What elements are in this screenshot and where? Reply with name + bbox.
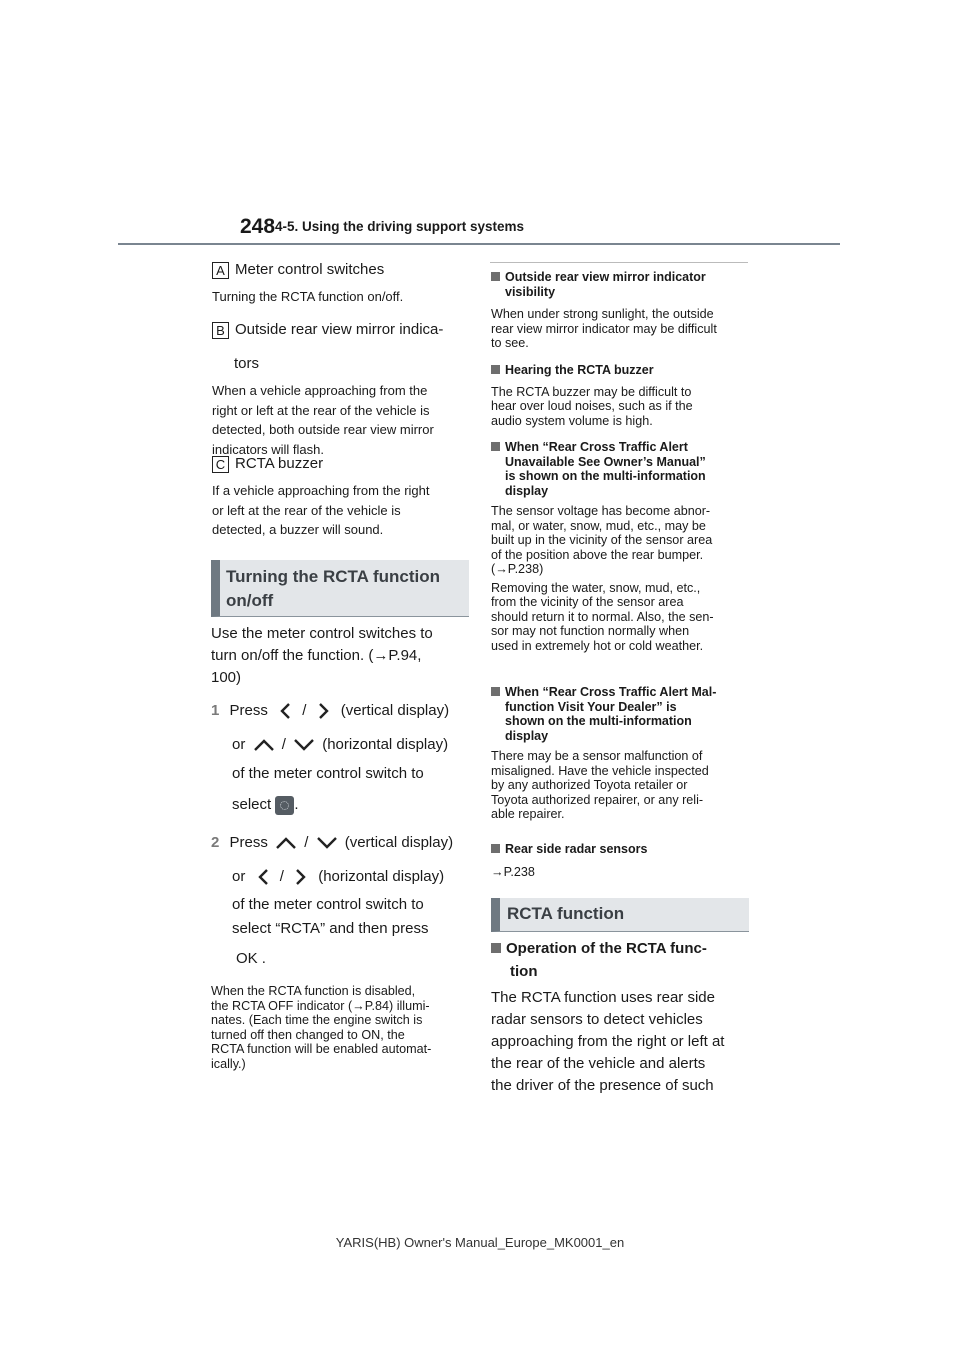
note-text: sor may not function normally when (491, 624, 690, 638)
item-c (212, 453, 472, 540)
body-line: the rear of the vehicle and alerts (491, 1055, 706, 1072)
note-text: by any authorized Toyota retailer or (491, 778, 688, 792)
step-text: (vertical display) (340, 702, 450, 719)
heading-rcta-function (491, 898, 749, 932)
chevron-right-icon (290, 868, 312, 886)
step-text: Press (229, 702, 268, 719)
item-b (212, 319, 472, 459)
body-line: approaching from the right or left at (491, 1033, 725, 1050)
step-text: or (232, 736, 246, 753)
chevron-left-icon (274, 702, 296, 720)
heading-line: Turning the RCTA function (226, 567, 441, 586)
note-radar-sensors (491, 842, 753, 879)
note-text: built up in the vicinity of the sensor area (491, 533, 713, 547)
item-c-desc-line: detected, a buzzer will sound. (212, 522, 384, 537)
sub-head: When “Rear Cross Traffic Alert (505, 440, 688, 454)
note-line: turned off then changed to ON, the (211, 1027, 405, 1042)
note-text: should return it to normal. Also, the sen- (491, 609, 714, 624)
slash: / (304, 834, 309, 851)
header-divider (118, 243, 840, 245)
item-b-desc-line: right or left at the rear of the vehicle is (212, 402, 430, 418)
page-number: 248 (240, 215, 276, 238)
note-text: from the vicinity of the sensor area (491, 595, 684, 609)
step-text: . (294, 796, 299, 813)
step-2 (211, 832, 471, 970)
square-bullet-icon (491, 442, 500, 451)
note-text: hear over loud noises, such as if the (491, 399, 693, 413)
square-bullet-icon (491, 687, 500, 696)
page-reference: →P.238 (491, 864, 535, 879)
sub-head: is shown on the multi-information (505, 469, 706, 483)
note-text: able repairer. (491, 807, 565, 821)
step-text: or (232, 868, 246, 885)
step-text: . (261, 950, 266, 967)
note-text: The RCTA buzzer may be difficult to (491, 384, 692, 399)
note-text: rear view mirror indicator may be difficult (491, 321, 717, 336)
item-c-title: RCTA buzzer (235, 455, 324, 472)
item-b-title-1: Outside rear view mirror indica- (235, 321, 444, 338)
step-text: (horizontal display) (318, 868, 445, 885)
item-b-title-2: tors (234, 355, 260, 372)
footer-manual-id: YARIS(HB) Owner's Manual_Europe_MK0001_en (335, 1235, 625, 1250)
chevron-left-icon (252, 868, 274, 886)
item-a-desc: Turning the RCTA function on/off. (212, 289, 404, 304)
note-text: The sensor voltage has become abnor- (491, 504, 711, 518)
item-b-desc-line: detected, both outside rear view mirror (212, 422, 434, 437)
item-c-desc-line: or left at the rear of the vehicle is (212, 502, 401, 518)
sub-head: visibility (505, 284, 556, 299)
square-bullet-icon (491, 844, 500, 853)
note-text: Removing the water, snow, mud, etc., (491, 580, 701, 595)
note-line: nates. (Each time the engine switch is (211, 1013, 423, 1027)
label-b: B (212, 322, 229, 339)
step-note (211, 984, 473, 1071)
note-line: the RCTA OFF indicator (→P.84) illumi- (211, 998, 430, 1013)
note-text: used in extremely hot or cold weather. (491, 638, 704, 653)
sub-head: Rear side radar sensors (505, 842, 648, 856)
intro-paragraph (211, 623, 471, 689)
chevron-up-icon (252, 737, 276, 753)
slash: / (281, 736, 286, 753)
sub-head: Hearing the RCTA buzzer (505, 363, 654, 377)
note-text: There may be a sensor malfunction of (491, 749, 703, 763)
step-text: of the meter control switch to (232, 765, 424, 782)
square-bullet-icon (491, 272, 500, 281)
label-a: A (212, 262, 229, 279)
heading-text: RCTA function (507, 904, 625, 923)
sub-head: function Visit Your Dealer” is (505, 699, 677, 714)
sub-head: Operation of the RCTA func- (506, 940, 707, 957)
note-text: of the position above the rear bumper. (491, 547, 704, 562)
item-b-desc-line: When a vehicle approaching from the (212, 383, 428, 398)
sub-head: Outside rear view mirror indicator (505, 270, 706, 284)
step-number: 2 (211, 834, 220, 851)
note-line: ically.) (211, 1056, 246, 1071)
right-top-rule (490, 262, 748, 263)
note-text: Toyota authorized repairer, or any reli- (491, 792, 704, 807)
note-mirror-visibility (491, 270, 753, 351)
ok-button-glyph: OK (236, 950, 258, 967)
slash: / (279, 868, 284, 885)
intro-line: 100) (211, 669, 242, 686)
note-text: (→P.238) (491, 562, 544, 576)
note-text: When under strong sunlight, the outside (491, 307, 714, 321)
sub-head: shown on the multi-information (505, 714, 692, 728)
step-text: (vertical display) (344, 834, 454, 851)
square-bullet-icon (491, 943, 501, 953)
item-b-desc-line: indicators will flash. (212, 441, 324, 457)
item-a-title: Meter control switches (235, 261, 385, 278)
note-text: misaligned. Have the vehicle inspected (491, 763, 709, 778)
note-text: audio system volume is high. (491, 413, 653, 428)
sub-head: tion (510, 963, 538, 980)
step-text: select (232, 796, 272, 813)
sub-head: Unavailable See Owner’s Manual” (505, 454, 706, 469)
slash: / (302, 702, 307, 719)
note-hearing-buzzer (491, 363, 753, 428)
step-text: of the meter control switch to (232, 896, 424, 913)
sub-head: display (505, 728, 549, 743)
operation-section (491, 938, 753, 1097)
note-malfunction (491, 685, 753, 822)
step-1 (211, 700, 471, 816)
note-unavailable (491, 440, 753, 653)
body-line: radar sensors to detect vehicles (491, 1011, 703, 1028)
note-text: to see. (491, 336, 529, 350)
settings-gear-icon (275, 796, 294, 815)
chevron-down-icon (292, 737, 316, 753)
sub-head: When “Rear Cross Traffic Alert Mal- (505, 685, 717, 699)
item-a (212, 259, 472, 307)
note-line: When the RCTA function is disabled, (211, 984, 416, 998)
intro-line: Use the meter control switches to (211, 625, 433, 642)
section-title: 4-5. Using the driving support systems (275, 219, 525, 234)
step-text: select “RCTA” and then press (232, 920, 429, 937)
sub-head: display (505, 483, 549, 498)
step-number: 1 (211, 702, 220, 719)
heading-line: on/off (226, 591, 274, 610)
body-line: The RCTA function uses rear side (491, 989, 715, 1006)
step-text: Press (229, 834, 268, 851)
note-line: RCTA function will be enabled automat- (211, 1042, 432, 1056)
square-bullet-icon (491, 365, 500, 374)
note-text: mal, or water, snow, mud, etc., may be (491, 518, 706, 533)
chevron-down-icon (315, 835, 339, 851)
intro-line: turn on/off the function. (→P.94, (211, 647, 422, 664)
chevron-up-icon (274, 835, 298, 851)
step-text: (horizontal display) (322, 736, 449, 753)
item-c-desc-line: If a vehicle approaching from the right (212, 483, 430, 498)
heading-turning-rcta (211, 560, 469, 617)
chevron-right-icon (313, 702, 335, 720)
label-c: C (212, 456, 229, 473)
body-line: the driver of the presence of such (491, 1077, 714, 1094)
